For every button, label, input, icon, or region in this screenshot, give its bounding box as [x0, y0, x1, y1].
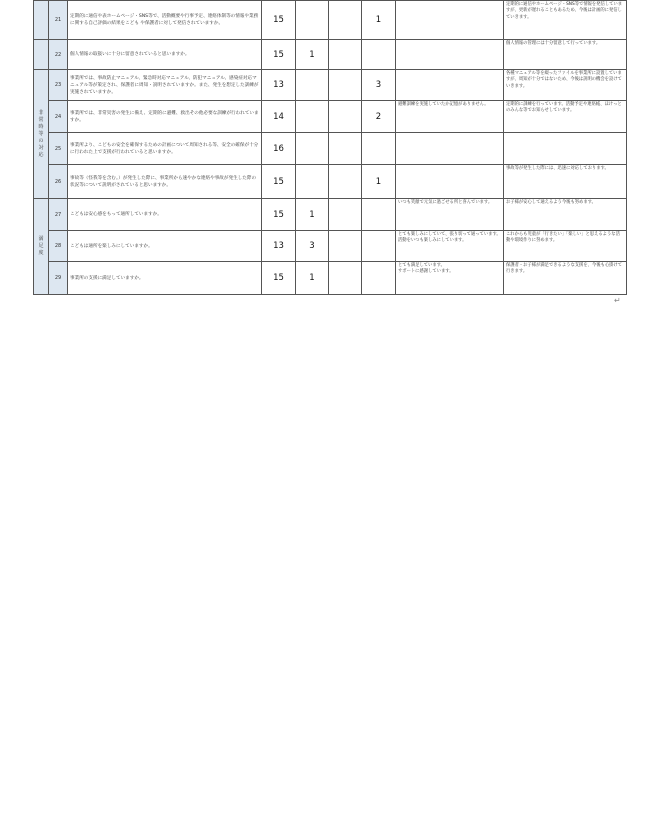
office-response: [504, 133, 627, 165]
office-response: これからも児童が「行きたい」「楽しい」と思えるような活動や環境作りに努めます。: [504, 231, 627, 262]
row-number: 27: [49, 199, 68, 231]
count-yes: 16: [262, 133, 296, 165]
count-unknown: 3: [362, 70, 396, 101]
count-unknown: 2: [362, 101, 396, 133]
count-yes: 13: [262, 231, 296, 262]
count-yes: 15: [262, 165, 296, 199]
row-number: 24: [49, 101, 68, 133]
count-yes: 14: [262, 101, 296, 133]
parent-comment: 避難訓練を実施していたか記憶がありません。: [396, 101, 504, 133]
question-text: 定期的に通信や表ホームページ・SNS等で、活動概要や行事予定、連絡体制等の情報や業務に関する自己評価の結果をこども や保護者に対して発信されていますか。: [68, 1, 262, 40]
count-no: [329, 262, 362, 295]
count-neutral: [296, 165, 329, 199]
count-neutral: [296, 70, 329, 101]
category-label-satisfaction: 満足度: [34, 199, 49, 295]
count-no: [329, 70, 362, 101]
office-response: お子様が安心して通えるよう今後も努めます。: [504, 199, 627, 231]
row-number: 25: [49, 133, 68, 165]
parent-comment: [396, 1, 504, 40]
question-text: 事故等（怪我等を含む。）が発生した際に、事業所から速やかな連絡や事故が発生した際の状況等について説明がされていると思いますか。: [68, 165, 262, 199]
table-row: [34, 101, 627, 133]
count-yes: 15: [262, 262, 296, 295]
count-neutral: [296, 1, 329, 40]
count-neutral: 1: [296, 199, 329, 231]
category-cell: [34, 40, 49, 70]
count-no: [329, 133, 362, 165]
table-row: [34, 40, 627, 70]
parent-comment: [396, 133, 504, 165]
row-number: 29: [49, 262, 68, 295]
office-response: 各種マニュアル等を綴ったファイルを事業所に設置していますが、周知が十分ではないため、今後は説明の機会を設けていきます。: [504, 70, 627, 101]
count-neutral: [296, 133, 329, 165]
survey-table: [33, 0, 627, 295]
table-row: [34, 70, 627, 101]
count-neutral: [296, 101, 329, 133]
question-text: 事業所の支援に満足していますか。: [68, 262, 262, 295]
parent-comment: とても楽しみにしていて、張り切って通っています。 活動をいつも楽しみにしています。: [396, 231, 504, 262]
parent-comment: [396, 70, 504, 101]
table-row: [34, 165, 627, 199]
count-yes: 15: [262, 199, 296, 231]
count-no: [329, 165, 362, 199]
count-unknown: [362, 231, 396, 262]
paragraph-mark: ↵: [614, 296, 621, 305]
parent-comment: いつも笑顔で元気に過ごせる所と喜んでいます。: [396, 199, 504, 231]
question-text: 事業所より、こどもの安全を確保するための計画について周知される等、安全の確保が十分に行われた上で支援が行われていると思いますか。: [68, 133, 262, 165]
count-no: [329, 1, 362, 40]
office-response: 事故等が発生した際には、迅速に対応しております。: [504, 165, 627, 199]
question-text: こどもは通所を楽しみにしていますか。: [68, 231, 262, 262]
count-unknown: [362, 199, 396, 231]
count-no: [329, 40, 362, 70]
row-number: 28: [49, 231, 68, 262]
count-neutral: 1: [296, 262, 329, 295]
office-response: 個人情報の管理には十分留意して行っています。: [504, 40, 627, 70]
count-neutral: 1: [296, 40, 329, 70]
parent-comment: [396, 40, 504, 70]
count-yes: 13: [262, 70, 296, 101]
parent-comment: とても満足しています。 サポートに感謝しています。: [396, 262, 504, 295]
office-response: 保護者・お子様が満足できるような支援を、今後も心掛けて行きます。: [504, 262, 627, 295]
table-row: [34, 133, 627, 165]
table-row: [34, 199, 627, 231]
count-yes: 15: [262, 1, 296, 40]
parent-comment: [396, 165, 504, 199]
question-text: 個人情報の取扱いに十分に留意されていると思いますか。: [68, 40, 262, 70]
row-number: 21: [49, 1, 68, 40]
count-neutral: 3: [296, 231, 329, 262]
count-unknown: 1: [362, 165, 396, 199]
count-yes: 15: [262, 40, 296, 70]
category-label-emergency: 非常時等の対応: [34, 70, 49, 199]
count-no: [329, 231, 362, 262]
office-response: 定期的に通信やホームページ・SNS等で情報を発信していますが、更新が遅れることもあるため、今後は計画的に発信していきます。: [504, 1, 627, 40]
table-row: [34, 262, 627, 295]
row-number: 23: [49, 70, 68, 101]
question-text: こどもは安心感をもって通所していますか。: [68, 199, 262, 231]
table-row: [34, 1, 627, 40]
row-number: 22: [49, 40, 68, 70]
row-number: 26: [49, 165, 68, 199]
count-no: [329, 199, 362, 231]
office-response: 定期的に訓練を行っています。活動予定や連絡帳、ほけっとのみんな等でお知らせしています。: [504, 101, 627, 133]
count-no: [329, 101, 362, 133]
question-text: 事業所では、非常災害の発生に備え、定期的に避難、救出その他必要な訓練が行われていますか。: [68, 101, 262, 133]
category-cell: [34, 1, 49, 40]
count-unknown: 1: [362, 1, 396, 40]
table-row: [34, 231, 627, 262]
question-text: 事業所では、事故防止マニュアル、緊急時対応マニュアル、防犯マニュアル、感染症対応マニュアル等が策定され、保護者に周知・説明されていますか。また、発生を想定した訓練が実施されていますか。: [68, 70, 262, 101]
count-unknown: [362, 40, 396, 70]
count-unknown: [362, 133, 396, 165]
count-unknown: [362, 262, 396, 295]
